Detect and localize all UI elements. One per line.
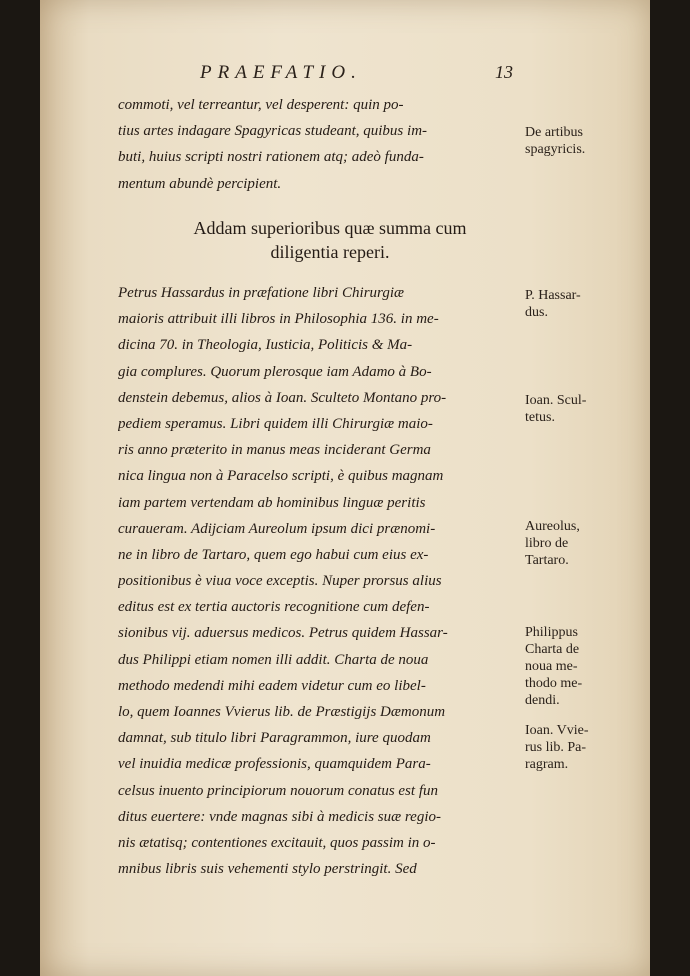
margin-line: Ioan. Vvie- bbox=[525, 723, 589, 738]
margin-line: Aureolus, bbox=[525, 519, 580, 534]
text-line: mentum abundè percipient. bbox=[118, 175, 282, 192]
text-line: iam partem vertendam ab hominibus linguæ peritis bbox=[118, 494, 426, 511]
text-line: Petrus Hassardus in præfatione libri Chirurgiæ bbox=[118, 285, 405, 301]
margin-line: Ioan. Scul- bbox=[525, 393, 587, 408]
running-header bbox=[40, 62, 650, 88]
margin-line: thodo me- bbox=[525, 676, 583, 691]
text-line: buti, huius scripti nostri rationem atq; adeò funda- bbox=[118, 149, 424, 166]
text-line: gia complures. Quorum plerosque iam Adamo à Bo- bbox=[118, 363, 432, 380]
text-line: curaueram. Adijciam Aureolum ipsum dici prænomi- bbox=[118, 520, 436, 537]
book-page bbox=[40, 0, 650, 976]
text-line: vel inuidia medicæ professionis, quamquidem Para- bbox=[118, 756, 431, 773]
section-heading bbox=[120, 216, 540, 264]
margin-note-spagyric bbox=[525, 124, 625, 158]
margin-line: rus lib. Pa- bbox=[525, 740, 587, 755]
text-line: dicina 70. in Theologia, Iusticia, Politicis & Ma- bbox=[118, 337, 413, 354]
text-line: methodo medendi mihi eadem videtur cum eo libel- bbox=[118, 677, 426, 694]
margin-line: P. Hassar- bbox=[525, 288, 581, 303]
text-line: nica lingua non à Paracelso scripti, è quibus magnam bbox=[118, 468, 444, 485]
margin-note-hassardus bbox=[525, 287, 625, 321]
text-line: mnibus libris suis vehementi stylo perstringit. Sed bbox=[118, 861, 417, 878]
text-line: ris anno præterito in manus meas inciderant Germa bbox=[118, 442, 431, 459]
margin-line: Philippus bbox=[525, 625, 578, 640]
paragraph-2 bbox=[118, 280, 538, 882]
page-number: 13 bbox=[495, 62, 513, 82]
text-line: editus est ex tertia auctoris recognitione cum defen- bbox=[118, 599, 430, 616]
text-line: ditus euertere: vnde magnas sibi à medicis suæ regio- bbox=[118, 808, 442, 825]
running-title: PRAEFATIO. bbox=[200, 62, 362, 83]
margin-line: dendi. bbox=[525, 693, 560, 708]
text-line: tius artes indagare Spagyricas studeant, quibus im- bbox=[118, 123, 428, 140]
margin-line: noua me- bbox=[525, 659, 578, 674]
text-line: dus Philippi etiam nomen illi addit. Charta de noua bbox=[118, 651, 429, 668]
text-line: nis ætatisq; contentiones excitauit, quos passim in o- bbox=[118, 834, 436, 851]
text-line: denstein debemus, alios à Ioan. Sculteto Montano pro- bbox=[118, 389, 447, 406]
margin-note-vvierus bbox=[525, 722, 625, 773]
margin-line: ragram. bbox=[525, 757, 569, 772]
margin-line: Charta de bbox=[525, 642, 580, 657]
text-line: commoti, vel terreantur, vel desperent: quin po- bbox=[118, 97, 404, 113]
text-line: positionibus è viua voce exceptis. Nuper prorsus alius bbox=[118, 573, 442, 590]
text-line: ne in libro de Tartaro, quem ego habui cum eius ex- bbox=[118, 546, 429, 563]
heading-line: Addam superioribus quæ summa cum bbox=[193, 218, 467, 238]
margin-note-aureolus bbox=[525, 518, 625, 569]
margin-note-philippus bbox=[525, 624, 625, 709]
heading-line: diligentia reperi. bbox=[270, 242, 390, 262]
margin-note-scultetus bbox=[525, 392, 625, 426]
paragraph-1 bbox=[118, 92, 538, 197]
text-line: damnat, sub titulo libri Paragrammon, iure quodam bbox=[118, 730, 431, 747]
text-line: pediem speramus. Libri quidem illi Chirurgiæ maio- bbox=[118, 415, 433, 432]
margin-line: Tartaro. bbox=[525, 553, 569, 568]
text-line: celsus inuento principiorum nouorum conatus est fun bbox=[118, 782, 438, 799]
text-line: lo, quem Ioannes Vvierus lib. de Præstigijs Dæmonum bbox=[118, 704, 446, 720]
text-line: sionibus vij. aduersus medicos. Petrus quidem Hassar- bbox=[118, 625, 448, 642]
margin-line: libro de bbox=[525, 536, 569, 551]
margin-line: tetus. bbox=[525, 410, 555, 425]
margin-line: De artibus bbox=[525, 125, 583, 140]
text-line: maioris attribuit illi libros in Philosophia 136. in me- bbox=[118, 311, 439, 328]
margin-line: dus. bbox=[525, 305, 548, 320]
margin-line: spagyricis. bbox=[525, 142, 586, 157]
